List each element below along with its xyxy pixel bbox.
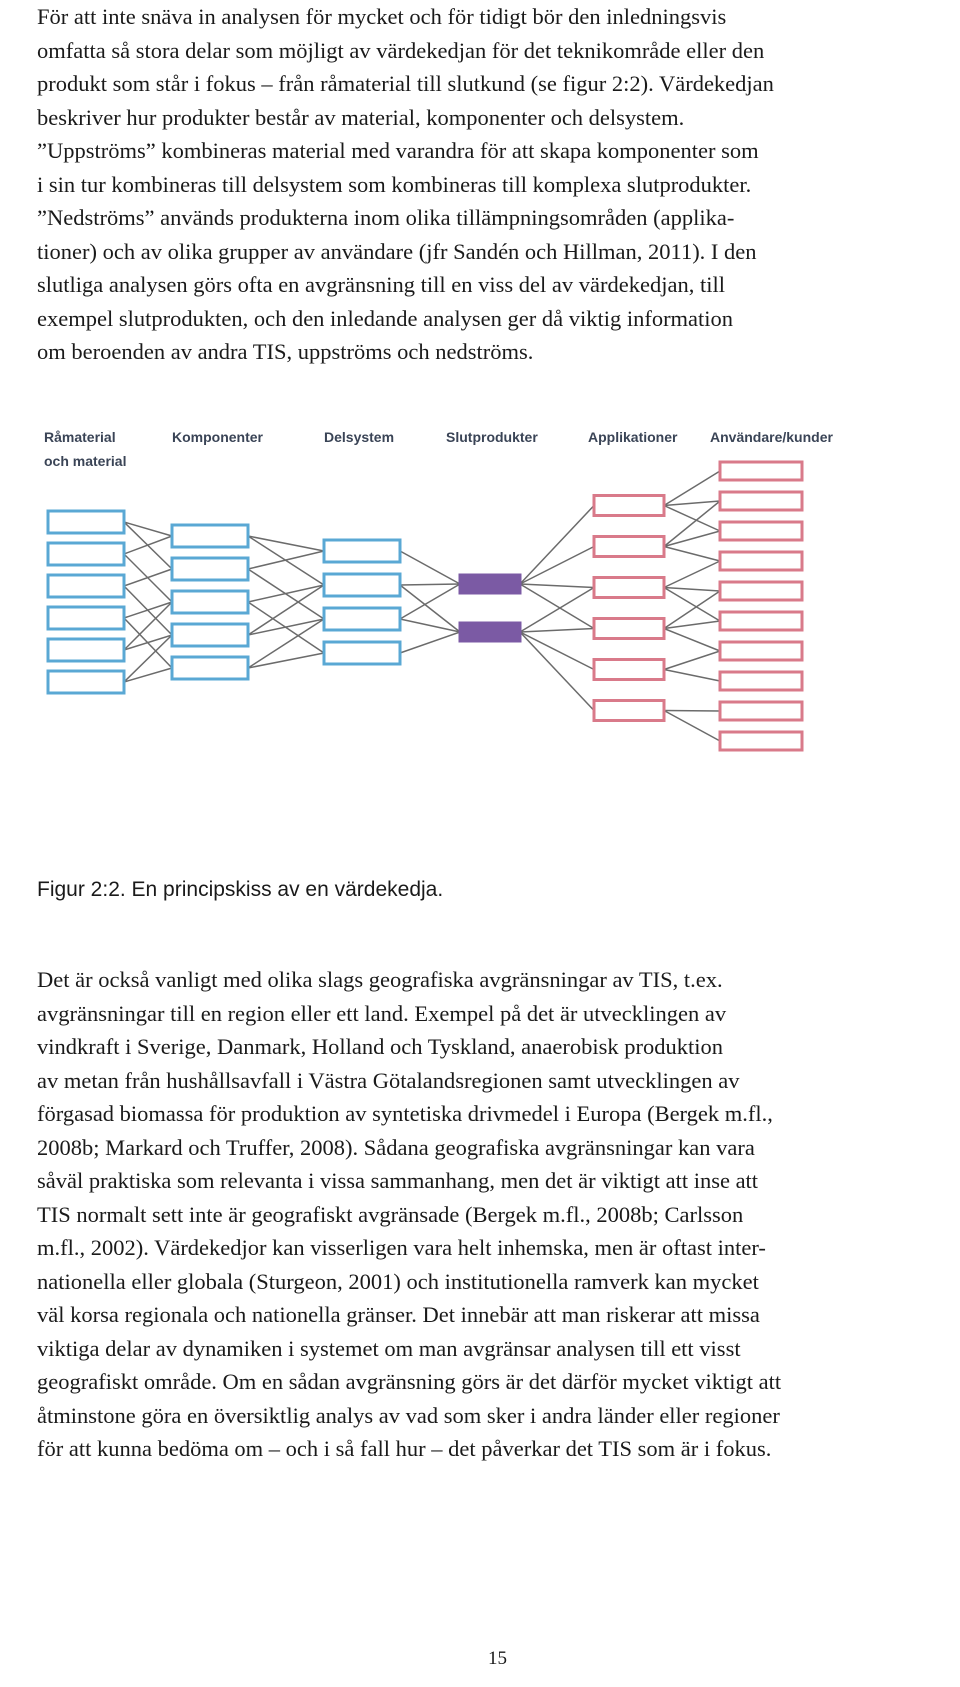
subsystem-box xyxy=(324,540,400,562)
component-box xyxy=(172,525,248,547)
paragraph-geography-line: 2008b; Markard och Truffer, 2008). Sådana geografiska avgränsningar kan vara xyxy=(37,1134,755,1160)
page-number: 15 xyxy=(488,1648,507,1669)
raw-material-box xyxy=(48,575,124,597)
header-raw-1: Råmaterial xyxy=(44,429,116,445)
connector-line xyxy=(400,551,460,584)
raw-material-box xyxy=(48,511,124,533)
connector-line xyxy=(520,588,594,633)
connector-line xyxy=(520,506,594,585)
header-end-products: Slutprodukter xyxy=(446,429,538,445)
paragraph-geography-line: av metan från hushållsavfall i Västra Götalandsregionen samt utvecklingen av xyxy=(37,1067,740,1093)
component-box xyxy=(172,591,248,613)
application-box xyxy=(594,578,664,598)
user-box xyxy=(720,582,802,600)
connector-line xyxy=(520,632,594,711)
paragraph-intro-line: beskriver hur produkter består av material, komponenter och delsystem. xyxy=(37,104,685,130)
connector-line xyxy=(520,547,594,585)
connector-line xyxy=(664,561,720,588)
user-box xyxy=(720,672,802,690)
connector-line xyxy=(664,547,720,562)
component-box xyxy=(172,558,248,580)
application-box xyxy=(594,537,664,557)
connector-line xyxy=(664,670,720,682)
paragraph-intro-line: ”Nedströms” används produkterna inom olika tillämpningsområden (applika- xyxy=(37,205,735,230)
connector-line xyxy=(124,569,172,586)
paragraph-geography-line: åtminstone göra en översiktlig analys av vad som sker i andra länder eller regioner xyxy=(37,1402,780,1428)
connector-line xyxy=(248,585,324,602)
raw-material-box xyxy=(48,671,124,693)
header-subsystems: Delsystem xyxy=(324,429,395,445)
subsystem-box xyxy=(324,608,400,630)
paragraph-intro-line: exempel slutprodukten, och den inledande analysen ger då viktig information xyxy=(37,305,734,331)
paragraph-geography-line: geografiskt område. Om en sådan avgränsning görs är det därför mycket viktigt att xyxy=(37,1369,782,1394)
connector-line xyxy=(664,588,720,622)
application-box xyxy=(594,619,664,639)
paragraph-geography-line: väl korsa regionala och nationella gränser. Det innebär att man riskerar att missa xyxy=(37,1302,760,1327)
paragraph-geography-line: för att kunna bedöma om – och i så fall hur – det påverkar det TIS som är i fokus. xyxy=(37,1436,772,1461)
paragraph-geography-line: vindkraft i Sverige, Danmark, Holland och Tyskland, anaerobisk produktion xyxy=(37,1034,723,1059)
raw-material-box xyxy=(48,607,124,629)
connector-line xyxy=(520,584,594,588)
connector-line xyxy=(520,629,594,633)
paragraph-intro-line: slutliga analysen görs ofta en avgränsning till en viss del av värdekedjan, till xyxy=(37,272,725,297)
paragraph-geography-line: avgränsningar till en region eller ett land. Exempel på det är utvecklingen av xyxy=(37,1000,727,1026)
end-product-box xyxy=(460,623,520,641)
figure-caption: Figur 2:2. En principskiss av en värdekedja. xyxy=(37,878,444,901)
paragraph-intro-line: i sin tur kombineras till delsystem som kombineras till komplexa slutprodukter. xyxy=(37,171,752,197)
paragraph-geography-line: TIS normalt sett inte är geografiskt avgränsade (Bergek m.fl., 2008b; Carlsson xyxy=(37,1201,744,1227)
user-box xyxy=(720,612,802,630)
connector-line xyxy=(248,551,324,569)
connector-line xyxy=(664,471,720,506)
connector-line xyxy=(520,584,594,629)
connector-line xyxy=(520,632,594,670)
paragraph-geography-line: såväl praktiska som relevanta i vissa sammanhang, men det är viktigt att inse att xyxy=(37,1168,759,1193)
subsystem-box xyxy=(324,642,400,664)
user-box xyxy=(720,552,802,570)
paragraph-geography-line: förgasad biomassa för produktion av syntetiska drivmedel i Europa (Bergek m.fl., xyxy=(37,1101,773,1126)
user-box xyxy=(720,522,802,540)
connector-line xyxy=(400,584,460,585)
figure-headers xyxy=(44,429,833,469)
connector-line xyxy=(664,711,720,712)
header-components: Komponenter xyxy=(172,429,263,445)
paragraph-intro-line: För att inte snäva in analysen för mycket och för tidigt bör den inledningsvis xyxy=(37,4,727,29)
connector-line xyxy=(664,651,720,670)
paragraph-intro xyxy=(37,0,942,369)
user-box xyxy=(720,642,802,660)
raw-material-box xyxy=(48,543,124,565)
user-box xyxy=(720,702,802,720)
header-applications: Applikationer xyxy=(588,429,678,445)
end-product-box xyxy=(460,575,520,593)
value-chain-figure xyxy=(38,420,848,840)
connector-line xyxy=(400,632,460,653)
connector-line xyxy=(664,629,720,652)
paragraph-intro-line: tioner) och av olika grupper av användare (jfr Sandén och Hillman, 2011). I den xyxy=(37,238,757,264)
application-box xyxy=(594,496,664,516)
connector-line xyxy=(664,501,720,506)
connector-line xyxy=(664,506,720,532)
connector-line xyxy=(664,588,720,592)
connector-line xyxy=(664,501,720,547)
paragraph-geography-line: Det är också vanligt med olika slags geografiska avgränsningar av TIS, t.ex. xyxy=(37,967,723,992)
header-users: Användare/kunder xyxy=(710,429,833,445)
paragraph-geography-line: m.fl., 2002). Värdekedjor kan visserligen vara helt inhemska, men är oftast inter- xyxy=(37,1235,766,1260)
paragraph-intro-line: ”Uppströms” kombineras material med varandra för att skapa komponenter som xyxy=(37,138,759,163)
user-box xyxy=(720,492,802,510)
connector-line xyxy=(400,584,460,619)
raw-material-box xyxy=(48,639,124,661)
header-raw-2: och material xyxy=(44,453,127,469)
paragraph-geography-line: nationella eller globala (Sturgeon, 2001) och institutionella ramverk kan mycket xyxy=(37,1268,759,1294)
subsystem-box xyxy=(324,574,400,596)
paragraph-intro-line: produkt som står i fokus – från råmaterial till slutkund (se figur 2:2). Värdekedjan xyxy=(37,71,774,96)
component-box xyxy=(172,657,248,679)
paragraph-geography-line: viktiga delar av dynamiken i systemet om man avgränsar analysen till ett visst xyxy=(37,1335,741,1361)
component-box xyxy=(172,624,248,646)
user-box xyxy=(720,732,802,750)
connector-line xyxy=(124,536,172,554)
paragraph-intro-line: omfatta så stora delar som möjligt av värdekedjan för det teknikområde eller den xyxy=(37,37,765,63)
user-box xyxy=(720,462,802,480)
paragraph-intro-line: om beroenden av andra TIS, uppströms och nedströms. xyxy=(37,339,534,364)
connector-line xyxy=(664,711,720,742)
paragraph-geography xyxy=(37,963,942,1466)
application-box xyxy=(594,701,664,721)
application-box xyxy=(594,660,664,680)
